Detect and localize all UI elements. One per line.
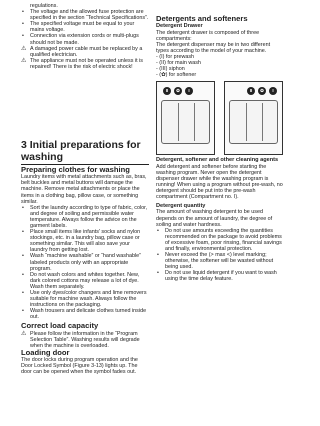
list-item: • The voltage and the allowed fuse protection are specified in the section “Technical Specifications”. bbox=[21, 9, 149, 21]
drawer-text: - (✿) for softener bbox=[156, 72, 197, 79]
warning-text: The appliance must not be operated unless it is repaired! There is the risk of electric shock! bbox=[30, 57, 143, 70]
drawer-type-b bbox=[224, 81, 283, 155]
drawer-text: - (II) for main wash bbox=[156, 59, 201, 66]
drawer-tray bbox=[229, 100, 278, 144]
tray-divider bbox=[178, 103, 179, 141]
drawer-text: - (III) siphon bbox=[156, 66, 185, 73]
detergent-quantity-text: The amount of washing detergent to be used depends on the amount of laundry, the degree of soiling and water hardness. bbox=[156, 209, 273, 228]
compartment-badge: I bbox=[185, 87, 193, 95]
warning-icon: ⚠ bbox=[21, 45, 27, 52]
list-item: • Sort the laundry according to type of fabric, color, and degree of soiling and permissible water temperature. Always follow the advice on the garment labels. bbox=[21, 205, 149, 229]
intro-line: regulations. bbox=[30, 3, 58, 9]
drawer-text: - (I) for prewash bbox=[156, 53, 195, 60]
list-item: • Do not use liquid detergent if you want to wash using the time delay feature. bbox=[156, 270, 284, 282]
warning-note bbox=[21, 46, 149, 58]
warning-icon: ⚠ bbox=[21, 330, 27, 337]
quantity-bullet-list bbox=[156, 228, 284, 283]
tray-divider bbox=[194, 103, 195, 141]
list-item: • Place small items like infants' socks and nylon stockings, etc. in a laundry bag, pillow case or something similar. This will also save your laundry from getting lost. bbox=[21, 229, 149, 253]
detergent-drawer-illustration bbox=[156, 81, 284, 155]
compartment-badge: I bbox=[269, 87, 277, 95]
left-column bbox=[21, 3, 149, 375]
detergent-quantity-heading: Detergent quantity bbox=[156, 203, 206, 210]
prep-text: Laundry items with metal attachments such as, bras, belt buckles and metal buttons will damage the machine. Remove metal attachments or place the items in a clothing bag, pillow case, or something similar. bbox=[21, 174, 147, 205]
drawer-text: The detergent drawer is composed of three compartments: bbox=[156, 29, 260, 42]
tray-divider bbox=[246, 103, 247, 141]
list-item: • Wash trousers and delicate clothes turned inside out. bbox=[21, 308, 149, 320]
warning-note bbox=[21, 58, 149, 70]
list-item: • Never exceed the (> max <) level marking; otherwise, the softener will be wasted without being used. bbox=[156, 252, 284, 270]
compartment-badge: II bbox=[163, 87, 171, 95]
load-warning bbox=[21, 331, 149, 349]
list-item: • Connection via extension cords or multi-plugs should not be made. bbox=[21, 33, 149, 45]
right-column bbox=[156, 15, 284, 283]
drawer-tray bbox=[161, 100, 210, 144]
door-text: The door locks during program operation and the Door Locked Symbol (Figure 3-13) lights up. The door can be opened when the symbol fades out. bbox=[21, 357, 138, 376]
tray-divider bbox=[262, 103, 263, 141]
compartment-badge: II bbox=[247, 87, 255, 95]
load-heading: Correct load capacity bbox=[21, 321, 99, 331]
list-item: • Wash “machine washable” or “hand washable” labeled products only with an appropriate program. bbox=[21, 253, 149, 271]
detergent-agents-text: Add detergent and softener before starting the washing program. Never open the detergent dispenser drawer while the washing program is running! When using a program without pre-wash, no detergent should be put into the pre-wash compartment (Compartment no. I). bbox=[156, 163, 283, 201]
drawer-type-a bbox=[156, 81, 215, 155]
drawer-text: The detergent dispenser may be in two different types according to the model of your machine. bbox=[156, 41, 271, 54]
detergents-heading: Detergents and softeners bbox=[156, 14, 248, 23]
warning-text: Please follow the information in the “Program Selection Table”. Washing results will degrade when the machine is overloaded. bbox=[30, 330, 140, 349]
list-item: • Do not wash colors and whites together. New, dark colored cottons may release a lot of dye. Wash them separately. bbox=[21, 272, 149, 290]
drawer-heading: Detergent Drawer bbox=[156, 23, 203, 30]
list-item: • Do not use amounts exceeding the quantities recommended on the package to avoid problems of excessive foam, poor rinsing, financial savings and finally, environmental protection. bbox=[156, 228, 284, 252]
compartment-badge: ✿ bbox=[174, 87, 182, 95]
compartment-badge: ✿ bbox=[258, 87, 266, 95]
section-title: 3 Initial preparations for washing bbox=[21, 139, 141, 163]
prep-bullet-list bbox=[21, 205, 149, 321]
detergent-agents-heading: Detergent, softener and other cleaning agents bbox=[156, 157, 279, 164]
warning-text: A damaged power cable must be replaced by a qualified electrician. bbox=[30, 45, 143, 58]
warning-icon: ⚠ bbox=[21, 57, 27, 64]
electrical-bullet-list bbox=[21, 9, 149, 46]
list-item: • Use only dyes/color changers and lime removers suitable for machine wash. Always follow the instructions on the packaging. bbox=[21, 290, 149, 308]
door-heading: Loading door bbox=[21, 347, 70, 357]
prep-heading: Preparing clothes for washing bbox=[21, 165, 130, 175]
list-item: • The specified voltage must be equal to your mains voltage. bbox=[21, 21, 149, 33]
